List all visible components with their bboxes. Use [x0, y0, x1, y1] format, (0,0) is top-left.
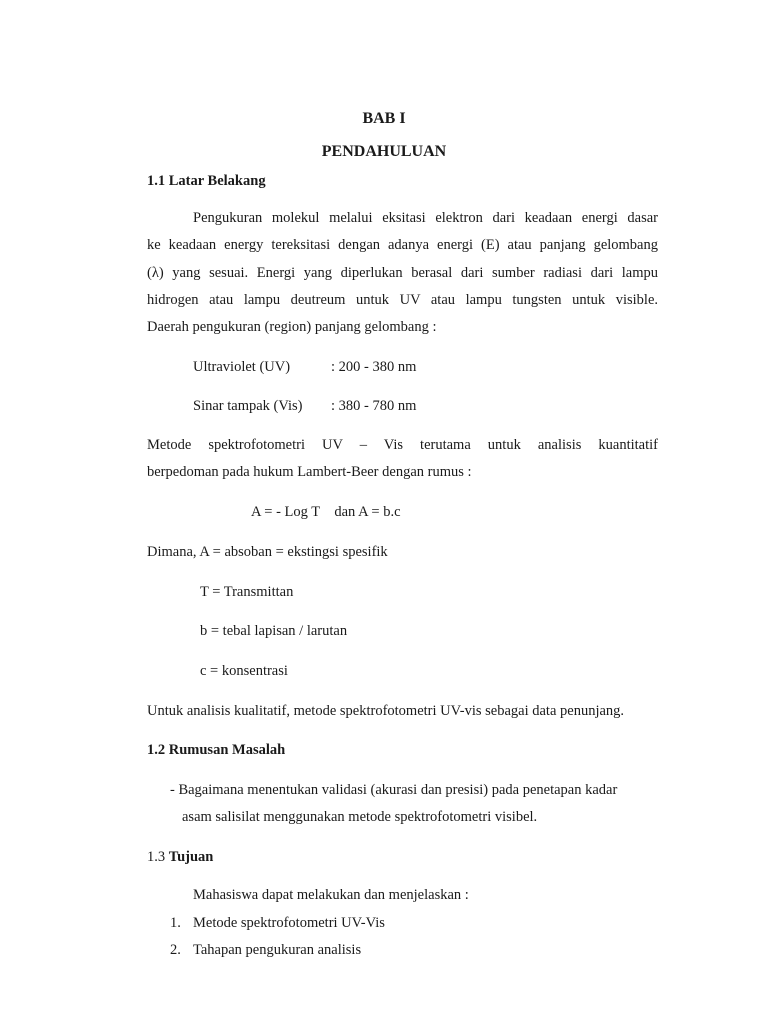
problem-item-line: - Bagaimana menentukan validasi (akurasi dan presisi) pada penetapan kadar	[170, 782, 618, 798]
method-line: berpedoman pada hukum Lambert-Beer dengan rumus :	[147, 464, 472, 480]
section-title: Tujuan	[168, 849, 214, 865]
paragraph-line: ke keadaan energy tereksitasi dengan adanya energi (E) atau panjang gelombang	[147, 237, 658, 253]
region-range: : 200 - 380 nm	[331, 359, 417, 375]
region-range: : 380 - 780 nm	[331, 398, 417, 414]
paragraph-line: Daerah pengukuran (region) panjang gelombang :	[147, 319, 437, 335]
list-item: Metode spektrofotometri UV-Vis	[193, 915, 385, 931]
region-name: Ultraviolet (UV)	[193, 359, 291, 375]
definition-item: c = konsentrasi	[200, 663, 288, 679]
section-heading-rumusan-masalah: 1.2 Rumusan Masalah	[147, 742, 286, 758]
paragraph-line: (λ) yang sesuai. Energi yang diperlukan berasal dari sumber radiasi dari lampu	[147, 265, 658, 281]
definition-item: T = Transmittan	[200, 584, 294, 600]
chapter-number: BAB I	[362, 110, 406, 127]
formula: A = - Log T dan A = b.c	[251, 504, 401, 520]
list-item: Tahapan pengukuran analisis	[193, 942, 362, 958]
definition-item: b = tebal lapisan / larutan	[200, 623, 348, 639]
paragraph-line: hidrogen atau lampu deutreum untuk UV atau lampu tungsten untuk visible.	[147, 292, 658, 308]
problem-item-line: asam salisilat menggunakan metode spektrofotometri visibel.	[182, 809, 538, 825]
method-line: Metode spektrofotometri UV – Vis terutama untuk analisis kuantitatif	[147, 437, 658, 453]
qualitative-note: Untuk analisis kualitatif, metode spektrofotometri UV-vis sebagai data penunjang.	[147, 703, 625, 719]
paragraph-line: Pengukuran molekul melalui eksitasi elektron dari keadaan energi dasar	[193, 210, 658, 226]
definition-intro: Dimana, A = absoban = ekstingsi spesifik	[147, 544, 388, 560]
chapter-title: PENDAHULUAN	[321, 143, 447, 160]
list-number: 1.	[170, 915, 181, 931]
objective-intro: Mahasiswa dapat melakukan dan menjelaskan :	[193, 887, 469, 903]
region-name: Sinar tampak (Vis)	[193, 398, 303, 414]
list-number: 2.	[170, 942, 181, 958]
section-heading-latar-belakang: 1.1 Latar Belakang	[147, 173, 266, 189]
section-number: 1.3	[147, 849, 169, 865]
section-heading-tujuan	[147, 849, 213, 866]
